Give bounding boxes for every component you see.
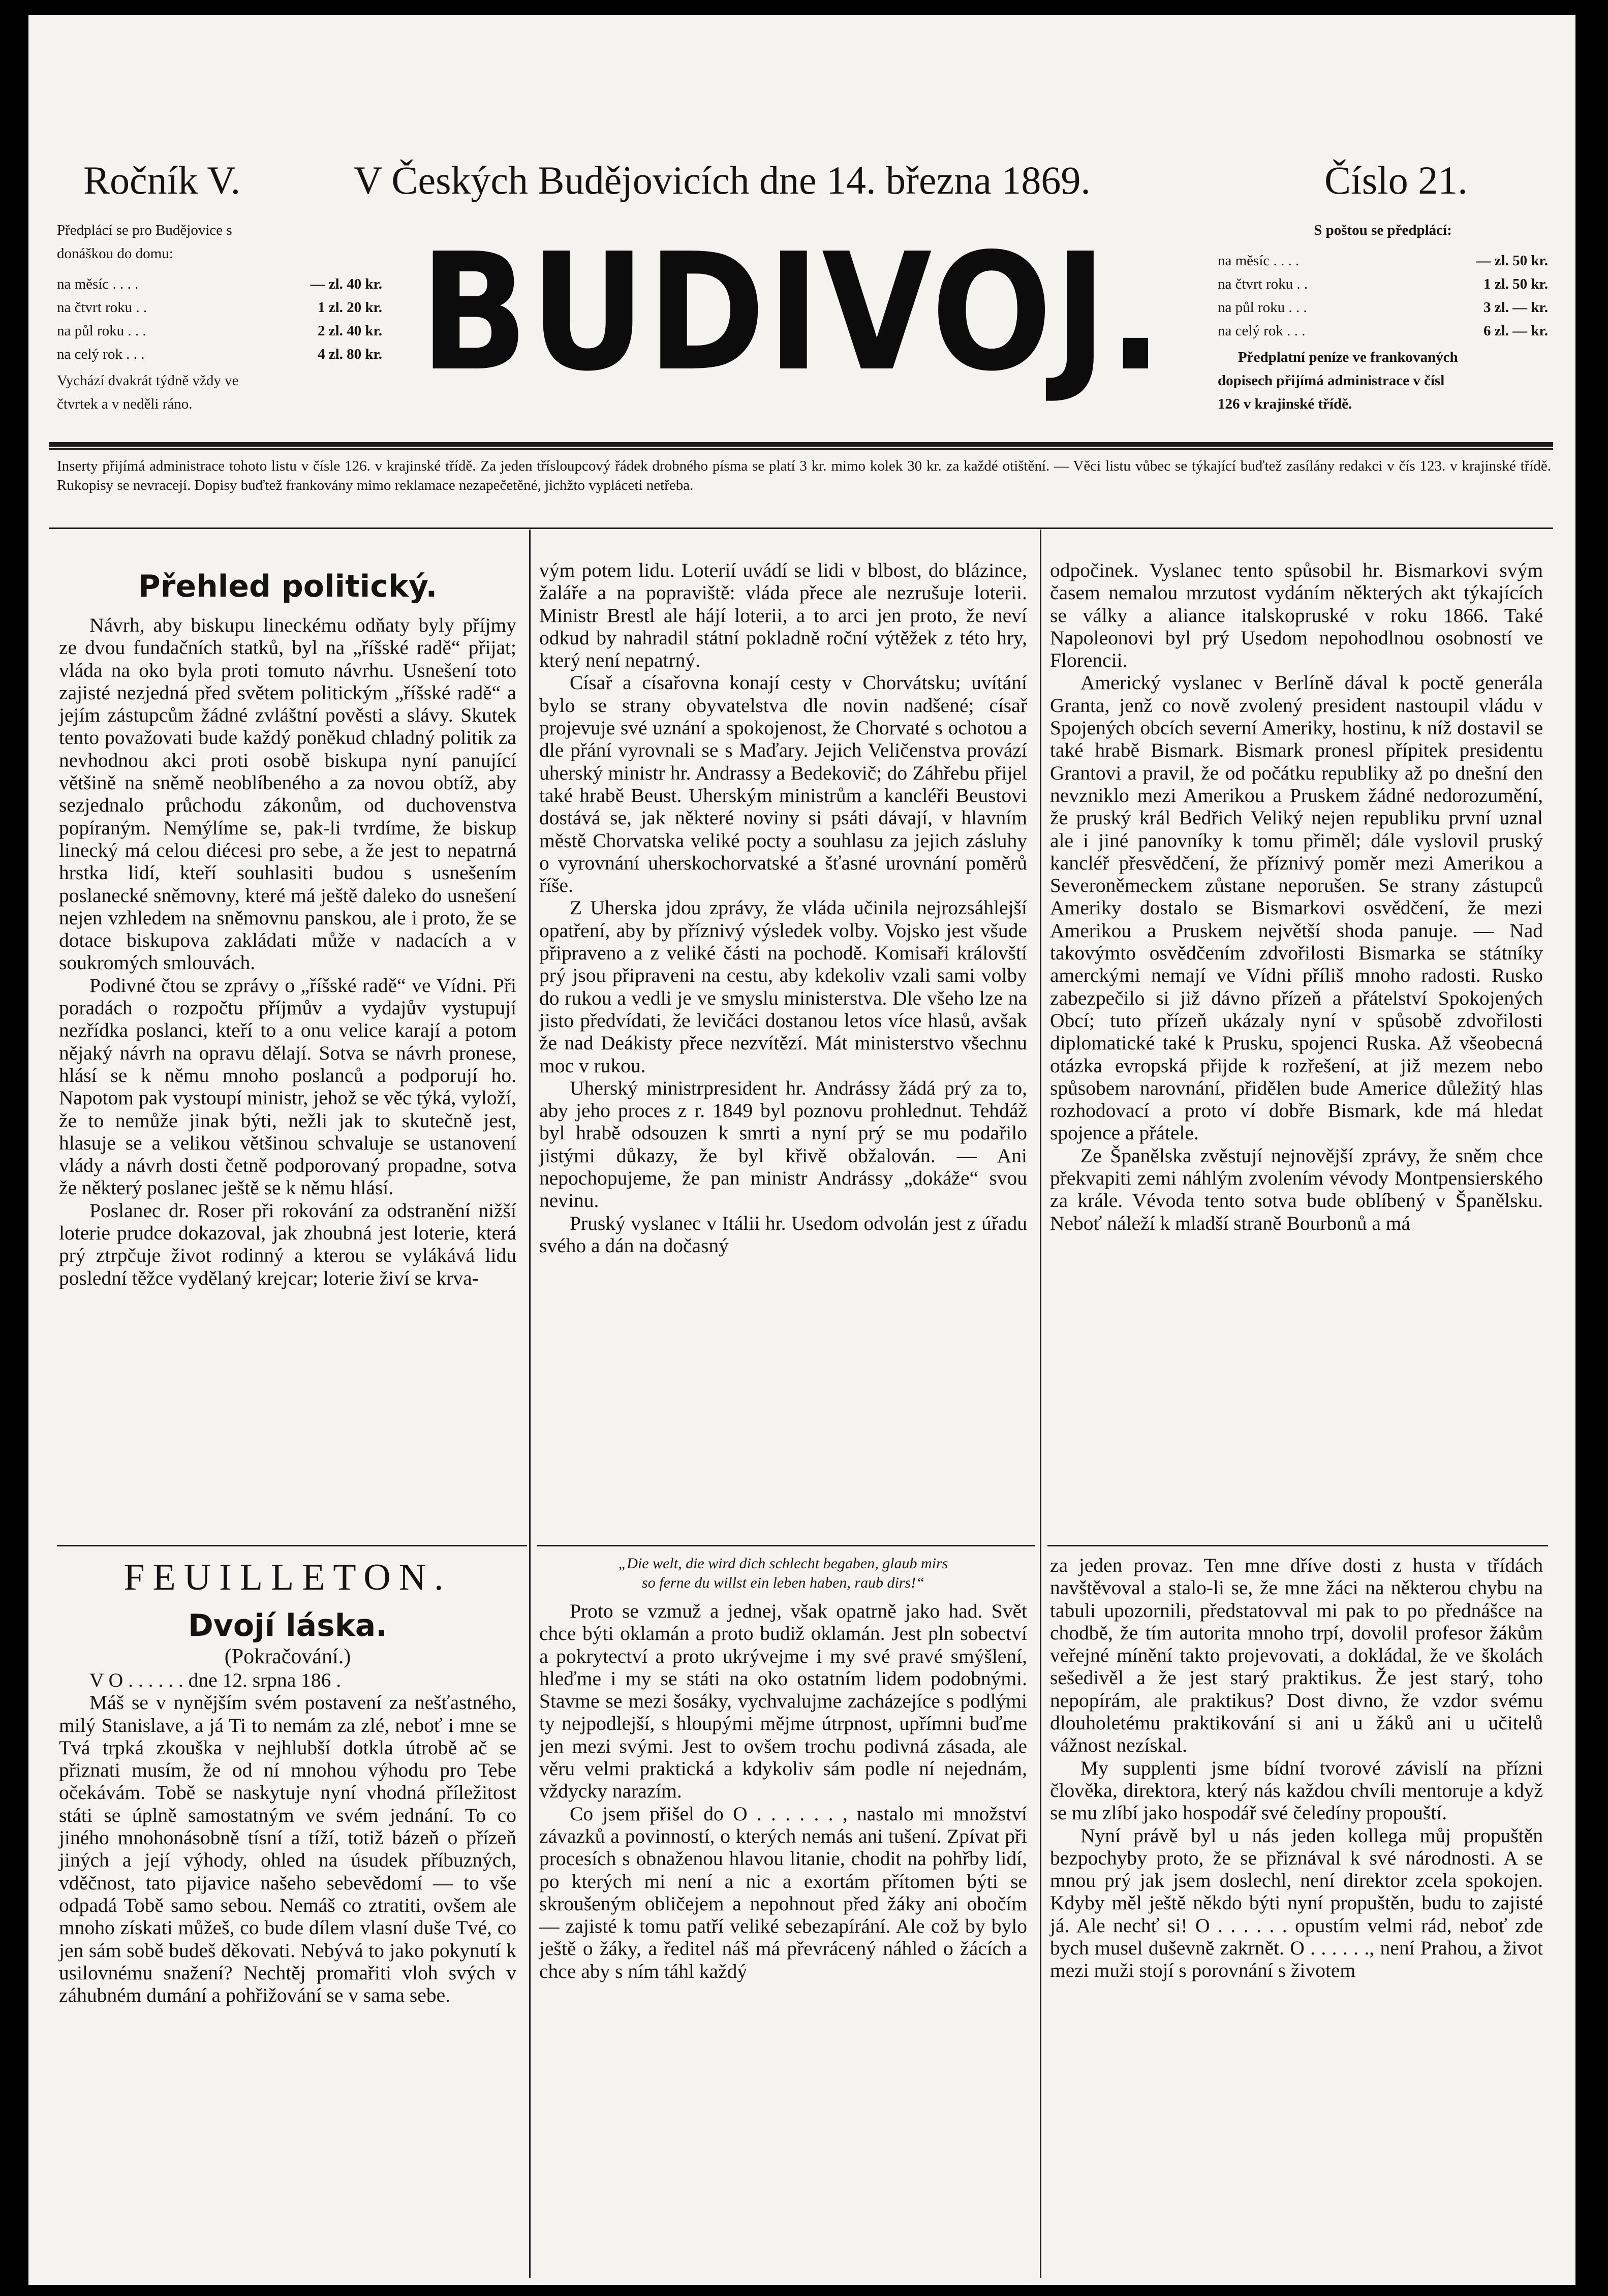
masthead-rule-thin [49, 448, 1553, 450]
subscription-local [57, 219, 382, 416]
feuilleton-subtitle: (Pokračování.) [224, 1645, 351, 1668]
price-row: na měsíc . . . . — zl. 40 kr. [57, 276, 382, 292]
article-paragraph: Podivné čtou se zprávy o „říšské radě“ ve Vídni. Při poradách o rozpočtu příjmův a vydajův vystupují nezřídka poslanci, kteří to a onu velice karají a potom nějaký návrh na opravu dělají. Sotva se návrh pronese, hlásí se k němu mnoho poslanců a podporují ho. Napotom pak vystoupí ministr, jehož se věc týká, vyloží, že to nemůže jinak býti, nežli jak to skutečně jest, hlasuje se a velikou většinou schvaluje se ustanovení vlády a návrh dosti četně podporovaný propadne, sotva že některý poslanec ještě se k němu hlásí. [59, 974, 516, 1199]
article-paragraph: Poslanec dr. Roser při rokování za odstranění nižší loterie prudce dokazoval, jak zhoubná jest loterie, která prý ztrpčuje život rodinný a kterou se vylákává lidu poslední těžce vydělaný krejcar; loterie živí se krva- [59, 1199, 516, 1289]
column-divider [529, 530, 531, 2278]
price-row: na celý rok . . . 6 zl. — kr. [1218, 323, 1548, 339]
section-heading-politics: Přehled politický. [138, 569, 438, 604]
column-2 [539, 559, 1027, 1257]
article-paragraph: Návrh, aby biskupu lineckému odňaty byly příjmy ze dvou fundačních statků, byl na „říšské radě“ přijat; vláda na oko byla proti tomuto návrhu. Usnešení toto zajisté nezjedná před světem politickým „říšské radě“ a jejím zástupcům žádné zvláštní pověsti a slávy. Skutek tento považovati bude každý poněkud chladný politik za nevhodnou akci proti osobě biskupa nyní panující většině na sněmě neoblíbeného a za novou obtíž, aby sezjednalo průchodu zákonům, od duchovenstva popíraným. Nemýlíme se, pak-li tvrdíme, že biskup linecký má celou diécesi pro sebe, a že jest to nepatrná hrstka lidí, kteří souhlasiti budou s usnešením poslanecké sněmovny, které má ještě daleko do usnešení nejen vzhledem na sněmovnu panskou, ale i proto, že se dotace biskupova zakládati může v nadacích a v soukromých smlouvách. [59, 614, 516, 974]
subscription-post-title: S poštou se předplácí: [1314, 222, 1452, 238]
feuilleton-title: Dvojí láska. [188, 1608, 388, 1643]
feuilleton-dateline: V O . . . . . . dne 12. srpna 186 . [89, 1669, 342, 1691]
price-row: na čtvrt roku . . 1 zl. 50 kr. [1218, 276, 1548, 292]
masthead-rule [49, 442, 1553, 447]
subscription-post [1218, 219, 1548, 416]
feuilleton-rule [537, 1545, 1035, 1546]
subscription-local-title-2: donáškou do domu: [57, 245, 173, 262]
feuilleton-column-2 [539, 1554, 1027, 1982]
article-paragraph: vým potem lidu. Loterií uvádí se lidi v blbost, do blázince, žaláře a na popraviště: vláda přece ale nezrušuje loterii. Ministr Brestl ale hájí loterii, a to arci jen proto, že neví odkud by nahradil státní pokladně roční výtěžek z této hry, který není nepatrný. [539, 559, 1027, 672]
feuilleton-rule [1047, 1545, 1548, 1546]
article-paragraph: Uherský ministrpresident hr. Andrássy žádá prý za to, aby jeho proces z r. 1849 byl poznovu prohlednut. Tehdáž byl hrabě odsouzen k smrti a nyní prý se mu podařilo jistými důkazy, že byl křivě obžalován. — Ani nepochopujeme, že pan ministr Andrássy „dokáže“ svou nevinu. [539, 1076, 1027, 1212]
feuilleton-rule [57, 1545, 527, 1546]
price-row: na půl roku . . . 2 zl. 40 kr. [57, 323, 382, 339]
feuilleton-paragraph: My supplenti jsme bídní tvorové závislí na přízni člověka, direktora, který nás každou chvíli mentoruje a když se mu zlíbí jako hospodář své čeledíny propouští. [1050, 1756, 1543, 1824]
motto-line: „Die welt, die wird dich schlecht begaben, glaub mirs [618, 1555, 948, 1572]
payment-note-2: dopisech přijímá administrace v čísl [1218, 373, 1445, 389]
article-paragraph: Pruský vyslanec v Itálii hr. Usedom odvolán jest z úřadu svého a dán na dočasný [539, 1212, 1027, 1257]
feuilleton-paragraph: Proto se vzmuž a jednej, však opatrně jako had. Svět chce býti oklamán a proto budiž oklamán. Jest pln sobectví a pokrytectví a proto ukrývejme i my své pravé smýšlení, hleďme i my se státi na oko ostatním lidem podobnými. Stavme se mezi šosáky, vychvalujme zacházejíce s podlými ty nejpodlejší, s hloupými mějme útrpnost, upřímni buďme jen mezi svými. Jest to ovšem trochu podivná zásada, ale věru velmi praktická a kdykoliv sám podle ní nejednám, vždycky narazím. [539, 1600, 1027, 1803]
article-paragraph: Z Uherska jdou zprávy, že vláda učinila nejrozsáhlejší opatření, aby by příznivý výsledek volby. Vojsko jest všude připraveno a z veliké části na pochodě. Komisaři královští prý jsou připraveni na cestu, aby kdekoliv vzali sami volby do rukou a vedli je ve smyslu ministerstva. Dle všeho lze na jisto předvídati, že levičáci dostanou letos více hlasů, avšak že nad Deákisty přece nezvítězí. Mát ministerstvo všechnu moc v rukou. [539, 896, 1027, 1077]
column-divider [1040, 530, 1041, 2278]
payment-note: Předplatní peníze ve frankovaných [1238, 349, 1458, 365]
feuilleton-paragraph: Nyní právě byl u nás jeden kollega můj propuštěn bezpochyby proto, že se přiznával k své národnosti. A se mnou prý jak jsem doslechl, není direktor zcela spokojen. Kdyby měl ještě někdo býti nyní propuštěn, budu to zajisté já. Ale nechť si! O . . . . . . opustím velmi rád, neboť zde bych musel duševně zakrnět. O . . . . . ., není Prahou, a život mezi muži stojí s porovnání s životem [1050, 1824, 1543, 1982]
article-paragraph: Císař a císařovna konají cesty v Chorvátsku; uvítání bylo se strany obyvatelstva dle novin nadšené; císař projevuje své uznání a spokojenost, že Chorvaté s ochotou a dle přání vyrovnali se s Maďary. Jejich Veličenstva provází uherský ministr hr. Andrassy a Bedekovič; do Záhřebu přijel také hrabě Beust. Uherským ministrům a kancléři Beustovi dostává se, jak některé noviny si psáti dávají, v hlavním městě Chorvatska veliké pocty a souhlasu za jejich zásluhy o vyrovnání uherskochorvatské a šťasné urovnání poměrů říše. [539, 671, 1027, 897]
feuilleton-paragraph: Máš se v nynějším svém postavení za nešťastného, milý Stanislave, a já Ti to nemám za zlé, neboť i mne se Tvá trpká zkouška v nejhlubší dotkla útrobě ač se přiznati musím, že od ní mnohou výhodu pro Tebe očekávám. Tobě se naskytuje nyní vhodná příležitost státi se úplně samostatným ve svém jednání. To co jiného mnohonásobně tísní a tíží, totiž bázeň o přízeň jiných a její výhody, ohled na úsudek příbuzných, vděčnost, tato pijavice našeho sebevědomí — to vše odpadá Tobě samo sebou. Nemáš co ztratiti, ovšem ale mnoho získati můžeš, co bude dílem vlasní duše Tvé, co jen sám sobě budeš děkovati. Nebývá to jako pokynutí k usilovnému snažení? Nechtěj promařiti vloh svých v záhubném dumání a pohřižování se v sama sebe. [59, 1691, 516, 2007]
feuilleton-paragraph: za jeden provaz. Ten mne dříve dosti z husta v třídách navštěvoval a stalo-li se, že mne žáci na některou chybu na tabuli upozornili, předstatovval mi pak to po přednášce na chodbě, že tím autorita mnoho trpí, dovolil profesor žákům veřejné mínění takto projevovati, a dokládal, že ve školách sešedivěl a že jest starý praktikus. Že jest starý, toho nepopírám, ale praktikus? Dost divno, že vzdor svému dlouholetému praktikování si ani u žáků ani u učitelů vážnost nezískal. [1050, 1554, 1543, 1757]
volume-label: Ročník V. [83, 158, 241, 202]
feuilleton-paragraph: Co jsem přišel do O . . . . . . , nastalo mi množství závazků a povinností, o kterých nemás ani tušení. Zpívat při procesích s obnaženou hlavou litanie, chodit na pohřby lidí, po kterých mi není a nic a exortám přítomen býti se skroušeným obličejem a nepohnout před žáky ani obočím — zajisté k tomu patří veliké sebezapírání. Ale což by bylo ještě o žáky, a ředitel náš má převrácený náhled o žácích a chce aby s ním táhl každý [539, 1802, 1027, 1982]
column-3 [1050, 559, 1543, 1234]
notice-rule [49, 528, 1553, 529]
newspaper-page [28, 15, 1575, 2285]
feuilleton-column-3 [1050, 1554, 1543, 1982]
publication-note-2: čtvrtek a v neděli ráno. [57, 396, 193, 412]
price-row: na měsíc . . . . — zl. 50 kr. [1218, 253, 1548, 269]
motto-line: so ferne du willst ein leben haben, raub dirs!“ [642, 1574, 924, 1591]
article-paragraph: odpočinek. Vyslanec tento spůsobil hr. Bismarkovi svým časem nemalou mrzutost vydáním některých akt týkajících se války a aliance italskopruské v roku 1866. Také Napoleonovi byl prý Usedom nepohodlnou osobností ve Florencii. [1050, 559, 1543, 672]
article-paragraph: Ze Španělska zvěstují nejnovější zprávy, že sněm chce překvapiti zemi náhlým zvolením vévody Montpensierského za krále. Vévoda tento sotva bude oblíbený v Španělsku. Neboť náleží k mladší straně Bourbonů a má [1050, 1144, 1543, 1234]
masthead-title: BUDIVOJ. [420, 219, 1165, 407]
ads-notice: Inserty přijímá administrace tohoto listu v čísle 126. v krajinské třídě. Za jeden třísloupcový řádek drobného písma se platí 3 kr. mimo kolek 30 kr. za každé otištění. — Věci listu vůbec se týkající buďtež zasílány redakci v čís 123. v krajinské třídě. Rukopisy se nevracejí. Dopisy buďtež frankovány mimo reklamace nezapečetěné, jichžto vypláceti netřeba. [57, 458, 1551, 493]
place-date: V Českých Budějovicích dne 14. března 1869. [354, 158, 1091, 202]
price-row: na celý rok . . . 4 zl. 80 kr. [57, 346, 382, 362]
subscription-local-title: Předplácí se pro Budějovice s [57, 222, 232, 238]
article-paragraph: Americký vyslanec v Berlíně dával k poctě generála Granta, jenž co nově zvolený president nastoupil vládu v Spojených obcích severní Ameriky, hostinu, k níž dostavil se také hrabě Bismark. Bismark pronesl přípitek presidentu Grantovi a pravil, že od počátku republiky až po dnešní den nevzniklo mezi Amerikou a Pruskem žádné nedorozumění, že pruský král Bedřich Veliký nejen republiku první uznal ale i jiné panovníky k tomu přiměl; dále vyslovil pruský kancléř přesvědčení, že příznivý poměr mezi Amerikou a Severoněmeckem zůstane neporušen. Se strany zástupců Ameriky dostalo se Bismarkovi osvědčení, že mezi Amerikou a Pruskem největší shoda panuje. — Nad takovýmto osvědčením zdvořilosti Bismarka se státníky amerckými nemají ve Vídni příliš mnoho radosti. Rusko zabezpečilo si již dávno přízeň a přátelství Spokojených Obcí; tuto přízeň ukázaly nyní v spůsobě zdvořilosti diplomatické také k Prusku, spojenci Ruska. Až všeobecná otázka evropská přijde k rozřešení, at již mezem nebo spůsobem narovnání, přidělen bude Americe důležitý hlas rozhodovací a proto ví dobře Bismark, kde má hledat spojence a přátele. [1050, 671, 1543, 1144]
column-1 [59, 564, 516, 1289]
feuilleton-label: FEUILLETON. [123, 1557, 452, 1598]
feuilleton-column [59, 1554, 516, 2006]
price-row: na čtvrt roku . . 1 zl. 20 kr. [57, 299, 382, 316]
price-row: na půl roku . . . 3 zl. — kr. [1218, 299, 1548, 316]
issue-number: Číslo 21. [1324, 158, 1468, 202]
publication-note: Vychází dvakrát týdně vždy ve [57, 373, 239, 389]
payment-note-3: 126 v krajinské třídě. [1218, 396, 1352, 412]
